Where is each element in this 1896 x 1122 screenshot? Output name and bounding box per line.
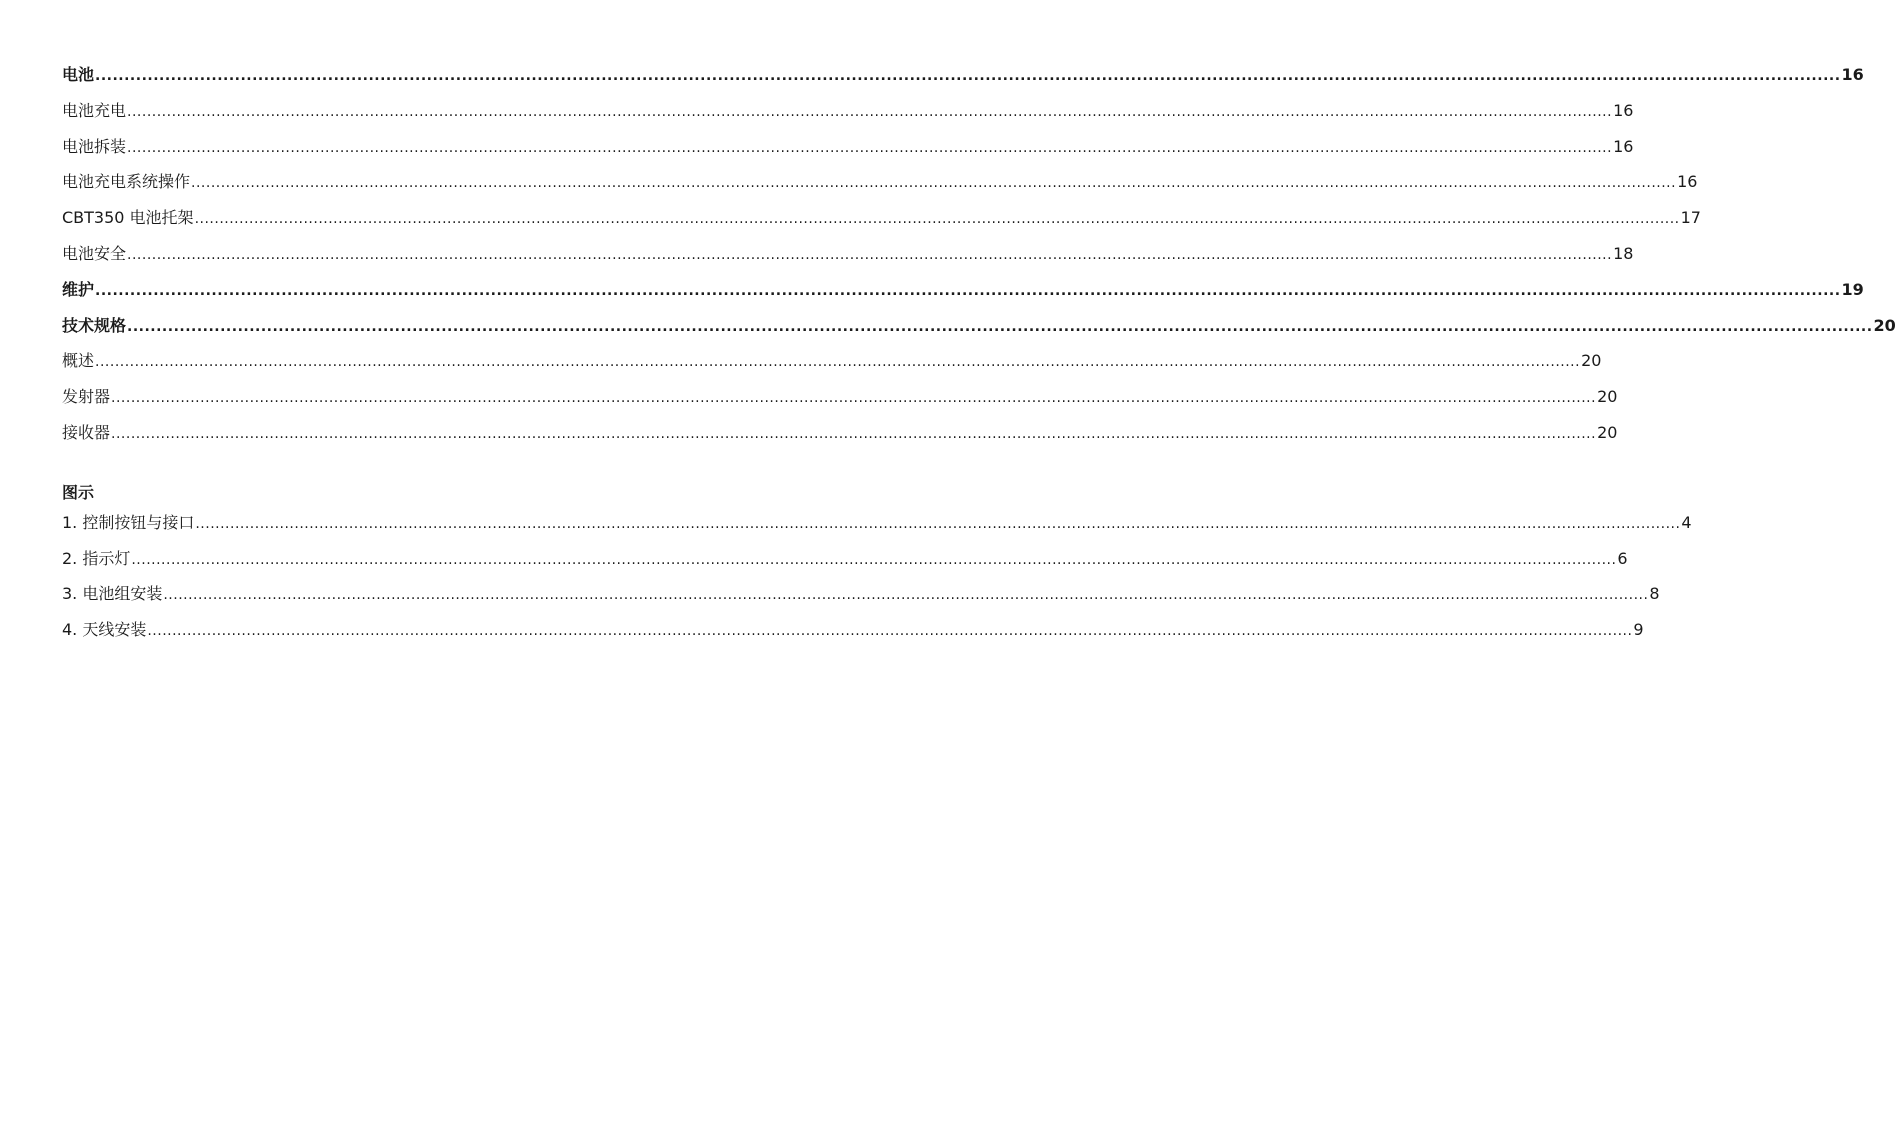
dot-leader: ............................................................................................................................................................................................................................................................................................................ bbox=[111, 425, 1597, 442]
dot-leader: ............................................................................................................................................................................................................................................................................................................ bbox=[127, 103, 1613, 120]
toc-entry-label: 电池 bbox=[62, 65, 95, 84]
figure-entry-page-number: 9 bbox=[1633, 620, 1644, 640]
toc-entry[interactable] bbox=[62, 62, 1864, 98]
toc-entry[interactable] bbox=[62, 98, 1634, 134]
figure-entry-label: 4. 天线安装 bbox=[62, 620, 147, 640]
toc-entry-label: 电池充电系统操作 bbox=[62, 172, 191, 192]
dot-leader: ............................................................................................................................................................................................................................................................................................................ bbox=[127, 246, 1613, 263]
toc-entry-label: 技术规格 bbox=[62, 315, 127, 335]
dot-leader: ............................................................................................................................................................................................................................................................................................................ bbox=[195, 515, 1681, 532]
toc-entry-label: 发射器 bbox=[62, 387, 111, 407]
figure-entry-page-number: 6 bbox=[1617, 548, 1628, 568]
figure-entry-page-number: 4 bbox=[1681, 512, 1692, 532]
toc-entry[interactable] bbox=[62, 205, 1701, 241]
dot-leader: ............................................................................................................................................................................................................................................................................................................ bbox=[147, 623, 1633, 640]
toc-entry-page-number: 16 bbox=[1677, 172, 1698, 192]
toc-entry-label: 电池充电 bbox=[62, 100, 127, 120]
toc-entry-label: CBT350 电池托架 bbox=[62, 208, 194, 228]
dot-leader: ............................................................................................................................................................................................................................................................................................................ bbox=[163, 587, 1649, 604]
toc-entry-page-number: 16 bbox=[1613, 100, 1634, 120]
dot-leader: ............................................................................................................................................................................................................................................................................................................ bbox=[95, 282, 1841, 299]
dot-leader: ............................................................................................................................................................................................................................................................................................................ bbox=[111, 390, 1597, 407]
toc-entry[interactable] bbox=[62, 420, 1618, 456]
figure-entry[interactable] bbox=[62, 546, 1628, 582]
dot-leader: ............................................................................................................................................................................................................................................................................................................ bbox=[127, 318, 1873, 335]
dot-leader: ............................................................................................................................................................................................................................................................................................................ bbox=[191, 175, 1677, 192]
toc-entry[interactable] bbox=[62, 241, 1634, 277]
figure-entry[interactable] bbox=[62, 617, 1644, 653]
toc-entry[interactable] bbox=[62, 348, 1602, 384]
toc-entry-page-number: 20 bbox=[1597, 387, 1618, 407]
toc-entry[interactable] bbox=[62, 384, 1618, 420]
toc-entry-label: 电池拆装 bbox=[62, 136, 127, 156]
figure-entry-label: 3. 电池组安装 bbox=[62, 584, 163, 604]
toc-entry-page-number: 19 bbox=[1841, 279, 1864, 299]
dot-leader: ............................................................................................................................................................................................................................................................................................................ bbox=[131, 551, 1617, 568]
figures-list bbox=[62, 510, 1692, 653]
figure-entry-page-number: 8 bbox=[1649, 584, 1660, 604]
toc-list bbox=[62, 62, 1896, 456]
toc-entry-page-number: 20 bbox=[1581, 351, 1602, 371]
toc-entry-page-number: 16 bbox=[1613, 136, 1634, 156]
figures-heading: 图示 bbox=[62, 483, 95, 503]
toc-entry-page-number: 16 bbox=[1841, 65, 1864, 84]
dot-leader: ............................................................................................................................................................................................................................................................................................................ bbox=[95, 68, 1841, 84]
figure-entry-label: 2. 指示灯 bbox=[62, 548, 131, 568]
toc-entry-page-number: 20 bbox=[1597, 422, 1618, 442]
toc-entry-page-number: 18 bbox=[1613, 243, 1634, 263]
table-of-contents bbox=[62, 62, 1896, 653]
toc-entry[interactable] bbox=[62, 313, 1896, 349]
dot-leader: ............................................................................................................................................................................................................................................................................................................ bbox=[95, 354, 1581, 371]
toc-entry-label: 电池安全 bbox=[62, 243, 127, 263]
toc-entry-label: 概述 bbox=[62, 351, 95, 371]
toc-entry-label: 接收器 bbox=[62, 422, 111, 442]
dot-leader: ............................................................................................................................................................................................................................................................................................................ bbox=[127, 139, 1613, 156]
toc-entry[interactable] bbox=[62, 169, 1698, 205]
figure-entry[interactable] bbox=[62, 581, 1660, 617]
toc-entry[interactable] bbox=[62, 277, 1864, 313]
toc-entry-page-number: 20 bbox=[1873, 315, 1896, 335]
toc-entry[interactable] bbox=[62, 134, 1634, 170]
toc-entry-page-number: 17 bbox=[1680, 208, 1701, 228]
figure-entry-label: 1. 控制按钮与接口 bbox=[62, 512, 195, 532]
dot-leader: ............................................................................................................................................................................................................................................................................................................ bbox=[194, 211, 1680, 228]
figure-entry[interactable] bbox=[62, 510, 1692, 546]
toc-entry-label: 维护 bbox=[62, 279, 95, 299]
